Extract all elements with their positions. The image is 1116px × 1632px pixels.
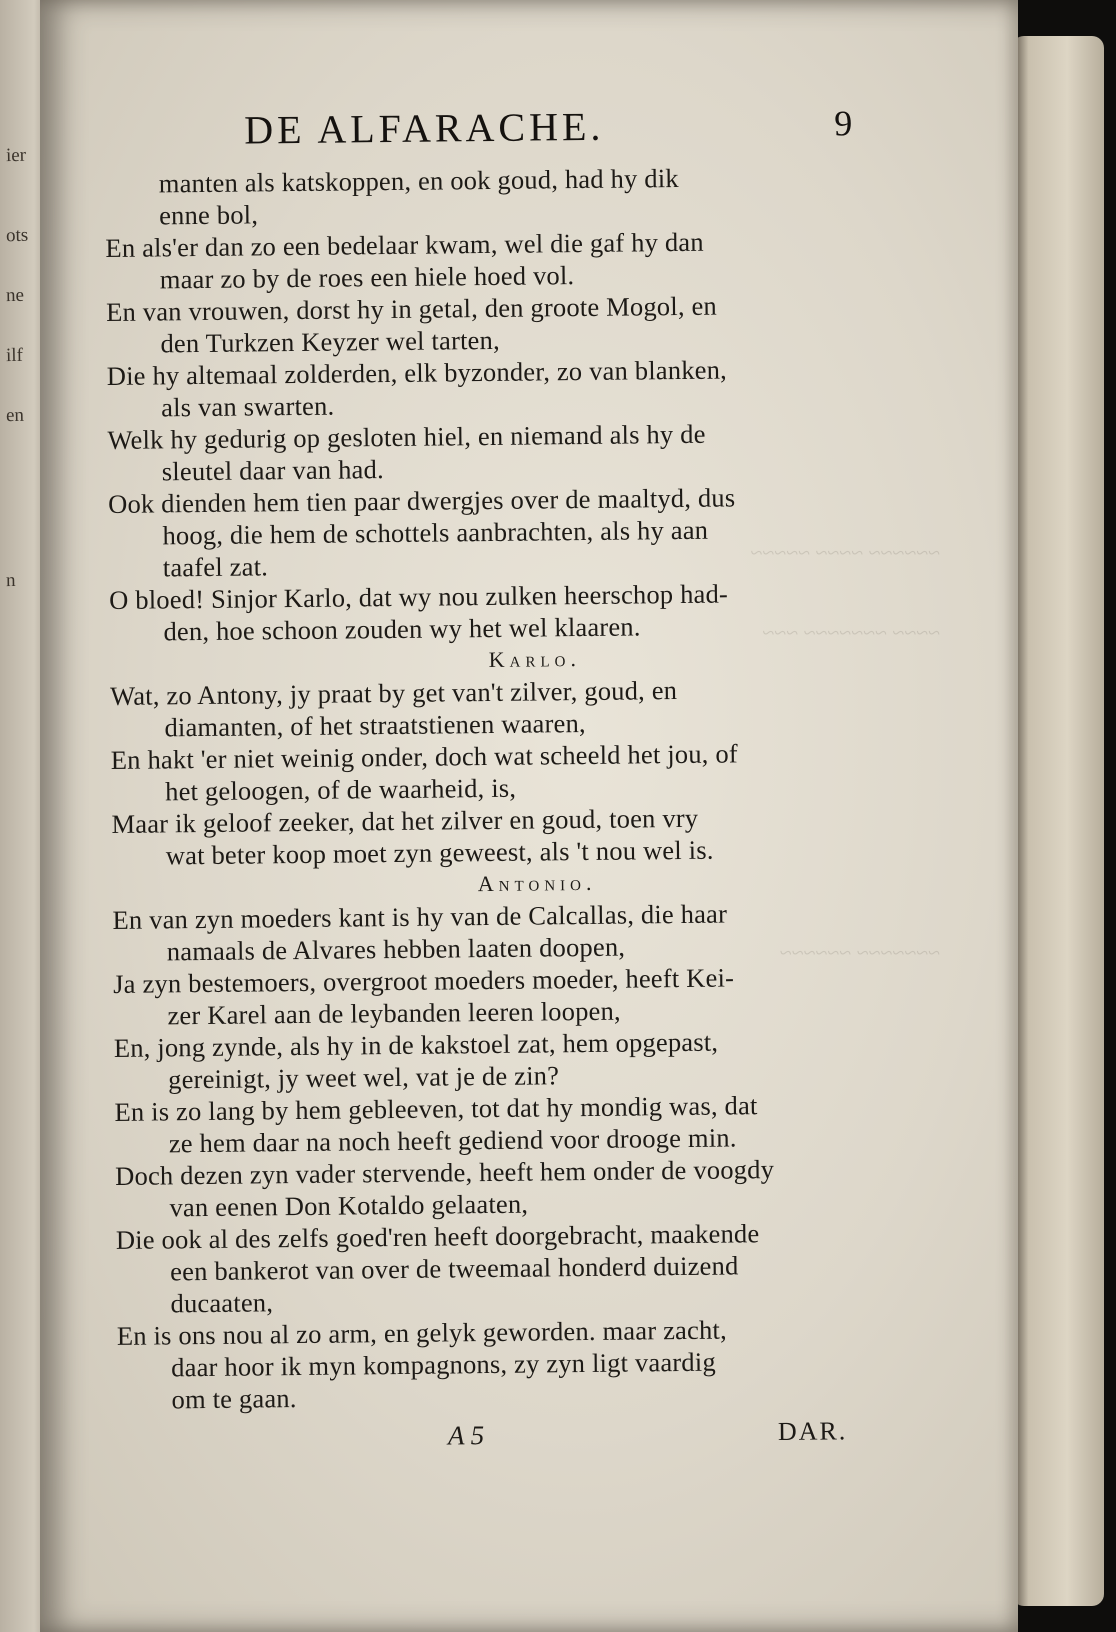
speaker-heading: Karlo. (488, 646, 582, 673)
text-line: hoog, die hem de schottels aanbrachten, als hy aan (162, 514, 709, 551)
text-line: Doch dezen zyn vader stervende, heeft hem onder de voogdy (115, 1154, 775, 1191)
text-line: daar hoor ik myn kompagnons, zy zyn ligt vaardig (171, 1346, 716, 1383)
text-line: diamanten, of het straatstienen waaren, (164, 707, 586, 743)
bleed-through-text: ~~~~ ~~~~~~~ ~~~ (762, 620, 940, 645)
text-line: Die ook al des zelfs goed'ren heeft doorgebracht, maakende (115, 1218, 760, 1255)
book-page (40, 0, 1018, 1632)
left-page-fragment: en (5, 404, 25, 427)
left-page-fragment: ilf (5, 344, 24, 367)
text-line: ze hem daar na noch heeft gediend voor drooge min. (168, 1122, 737, 1159)
running-head (104, 100, 915, 168)
text-line: Wat, zo Antony, jy praat by get van't zilver, goud, en (110, 675, 678, 711)
text-line: zer Karel aan de leybanden leeren loopen, (167, 995, 621, 1031)
text-line: O bloed! Sinjor Karlo, dat wy nou zulken heerschop had- (108, 578, 729, 615)
text-line: het geloogen, of de waarheid, is, (165, 772, 517, 807)
text-line: En als'er dan zo een bedelaar kwam, wel die gaf hy dan (105, 226, 704, 263)
text-line: manten als katskoppen, en ook goud, had hy dik (158, 162, 679, 199)
page-footer (118, 1415, 928, 1463)
text-line: den, hoe schoon zouden wy het wel klaaren. (163, 611, 641, 647)
text-line: En is ons nou al zo arm, en gelyk geworden. maar zacht, (116, 1314, 727, 1351)
page-number: 9 (833, 103, 853, 144)
text-line: En van vrouwen, dorst hy in getal, den groote Mogol, en (105, 290, 718, 327)
text-line: Maar ik geloof zeeker, dat het zilver en goud, toen vry (111, 802, 699, 839)
text-line: En hakt 'er niet weinig onder, doch wat scheeld het jou, of (110, 738, 738, 775)
speaker-heading: Antonio. (477, 869, 597, 897)
left-page-fragment: ots (5, 224, 29, 247)
page-text-block (104, 100, 928, 1464)
verse-lines (105, 160, 928, 1416)
text-line: taafel zat. (162, 551, 269, 583)
text-line: enne bol, (158, 199, 259, 231)
catchword: DAR. (777, 1416, 848, 1447)
left-page-fragment: ne (5, 284, 25, 307)
text-line: om te gaan. (171, 1383, 297, 1415)
bleed-through-text: ~~~~~~~ ~~~~~~ (779, 940, 940, 965)
text-line: Ook dienden hem tien paar dwergjes over de maaltyd, dus (107, 482, 736, 519)
text-line: Die hy altemaal zolderden, elk byzonder, zo van blanken, (106, 354, 728, 391)
right-book-edge (1012, 36, 1104, 1606)
text-line: Welk hy gedurig op gesloten hiel, en niemand als hy de (107, 418, 706, 455)
text-line: gereinigt, jy weet wel, vat je de zin? (168, 1060, 560, 1095)
text-line: een bankerot van over de tweemaal honderd duizend (170, 1250, 739, 1287)
text-line: En van zyn moeders kant is hy van de Calcallas, die haar (112, 898, 728, 935)
text-line: ducaaten, (170, 1287, 274, 1319)
text-line: van eenen Don Kotaldo gelaaten, (169, 1188, 529, 1223)
text-line: maar zo by de roes een hiele hoed vol. (159, 260, 575, 295)
text-line: En is zo lang by hem gebleeven, tot dat hy mondig was, dat (114, 1090, 758, 1127)
text-line: wat beter koop moet zyn geweest, als 't nou wel is. (165, 834, 714, 871)
text-line: En, jong zynde, als hy in de kakstoel zat, hem opgepast, (113, 1026, 719, 1063)
left-page-fragment: ier (5, 144, 27, 167)
text-line: Ja zyn bestemoers, overgroot moeders moeder, heeft Kei- (113, 962, 735, 999)
running-title: DE ALFARACHE. (244, 103, 605, 153)
signature-mark: A 5 (447, 1420, 485, 1451)
text-line: als van swarten. (160, 390, 335, 423)
text-line: namaals de Alvares hebben laaten doopen, (166, 931, 626, 967)
text-line: den Turkzen Keyzer wel tarten, (160, 324, 500, 359)
bleed-through-text: ~~~~~~ ~~~~ ~~~~~ (750, 540, 940, 565)
text-line: sleutel daar van had. (161, 454, 384, 487)
left-page-fragment: n (5, 569, 16, 592)
